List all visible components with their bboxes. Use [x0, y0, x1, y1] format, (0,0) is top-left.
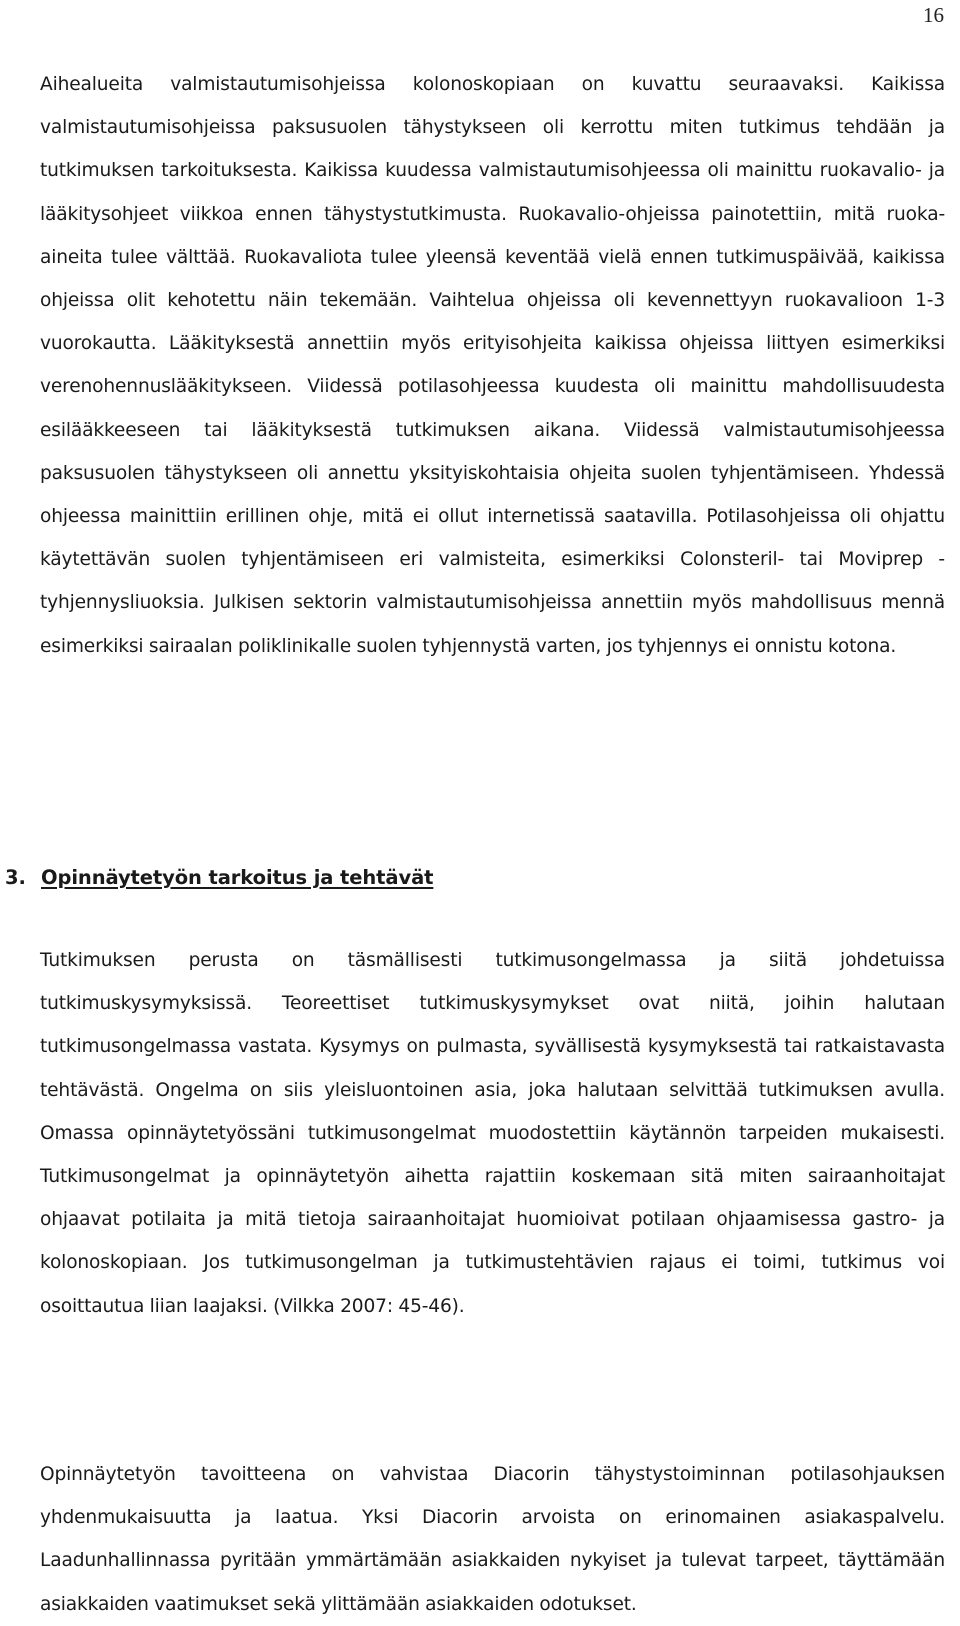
body-paragraph-1: Aihealueita valmistautumisohjeissa kolonoskopiaan on kuvattu seuraavaksi. Kaikissa valmistautumisohjeissa paksusuolen tähystykseen oli kerrottu miten tutkimus tehdään ja tutkimuksen tarkoituksesta. Kaikissa kuudessa valmistautumisohjeessa oli mainittu ruokavalio- ja lääkitysohjeet viikkoa ennen tähystystutkimusta. Ruokavalio-ohjeissa painotettiin, mitä ruoka-aineita tulee välttää. Ruokavaliota tulee yleensä keventää vielä ennen tutkimuspäivää, kaikissa ohjeissa olit kehotettu näin tekemään. Vaihtelua ohjeissa oli kevennettyyn ruokavalioon 1-3 vuorokautta. Lääkityksestä annettiin myös erityisohjeita kaikissa ohjeissa liittyen esimerkiksi verenohennuslääkitykseen. Viidessä potilasohjeessa kuudesta oli mainittu mahdollisuudesta esilääkkeeseen tai lääkityksestä tutkimuksen aikana. Viidessä valmistautumisohjeessa paksusuolen tähystykseen oli annettu yksityiskohtaisia ohjeita suolen tyhjentämiseen. Yhdessä ohjeessa mainittiin erillinen ohje, mitä ei ollut internetissä saatavilla. Potilasohjeissa oli ohjattu käytettävän suolen tyhjentämiseen eri valmisteita, esimerkiksi Colonsteril- tai Moviprep -tyhjennysliuoksia. Julkisen sektorin valmistautumisohjeissa annettiin myös mahdollisuus mennä esimerkiksi sairaalan poliklinikalle suolen tyhjennystä varten, jos tyhjennys ei onnistu kotona.	[40, 74, 945, 657]
page-number: 16	[923, 3, 944, 27]
body-paragraph-3: Opinnäytetyön tavoitteena on vahvistaa Diacorin tähystystoiminnan potilasohjauksen yhdenmukaisuutta ja laatua. Yksi Diacorin arvoista on erinomainen asiakaspalvelu. Laadunhallinnassa pyritään ymmärtämään asiakkaiden nykyiset ja tulevat tarpeet, täyttämään asiakkaiden vaatimukset sekä ylittämään asiakkaiden odotukset.	[40, 1464, 945, 1615]
section-title: Opinnäytetyön tarkoitus ja tehtävät	[41, 866, 434, 889]
section-heading	[5, 858, 433, 898]
body-paragraph-2: Tutkimuksen perusta on täsmällisesti tutkimusongelmassa ja siitä johdetuissa tutkimuskysymyksissä. Teoreettiset tutkimuskysymykset ovat niitä, joihin halutaan tutkimusongelmassa vastata. Kysymys on pulmasta, syvällisestä kysymyksestä tai ratkaistavasta tehtävästä. Ongelma on siis yleisluontoinen asia, joka halutaan selvittää tutkimuksen avulla. Omassa opinnäytetyössäni tutkimusongelmat muodostettiin käytännön tarpeiden mukaisesti. Tutkimusongelmat ja opinnäytetyön aihetta rajattiin koskemaan sitä miten sairaanhoitajat ohjaavat potilaita ja mitä tietoja sairaanhoitajat huomioivat potilaan ohjaamisessa gastro- ja kolonoskopiaan. Jos tutkimusongelman ja tutkimustehtävien rajaus ei toimi, tutkimus voi osoittautua liian laajaksi. (Vilkka 2007: 45-46).	[40, 950, 945, 1317]
section-number: 3.	[5, 866, 26, 889]
